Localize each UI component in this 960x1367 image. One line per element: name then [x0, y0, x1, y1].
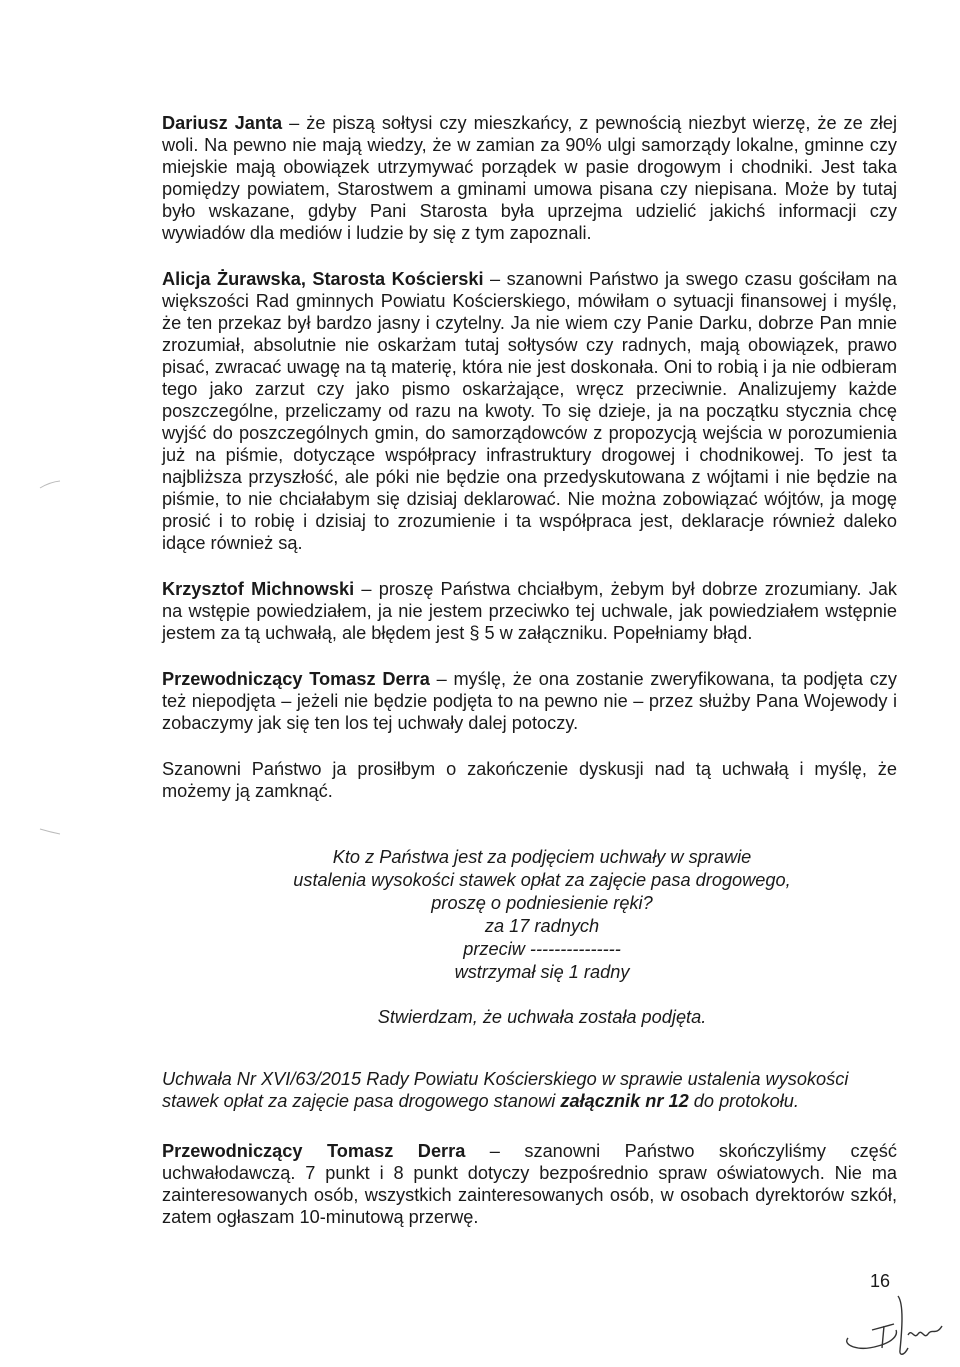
- vote-question-line: Kto z Państwa jest za podjęciem uchwały w sprawie: [332, 847, 752, 867]
- vote-question-line: proszę o podniesienie ręki?: [431, 893, 653, 913]
- paragraph-derra-2: [162, 1140, 897, 1228]
- speaker-name: Krzysztof Michnowski: [162, 579, 355, 599]
- vote-abstain: wstrzymał się 1 radny: [454, 962, 630, 982]
- margin-mark: [38, 826, 62, 836]
- vote-for: za 17 radnych: [484, 916, 600, 936]
- attachment-reference: załącznik nr 12: [560, 1091, 689, 1111]
- vote-result: Stwierdzam, że uchwała została podjęta.: [377, 1007, 707, 1027]
- paragraph-derra-1: [162, 668, 897, 734]
- paragraph-text: – że piszą sołtysi czy mieszkańcy, z pewnością niezbyt wierzę, że ze złej woli. Na pewno nie mają wiedzy, że w zamian za 90% ulgi samorządy lokalne, gminne czy miejskie mają obowiązek utrzymywać porządek w pasie drogowym i chodniki. Jest taka pomiędzy powiatem, Starostwem a gminami umowa pisana czy niepisana. Może by tutaj było wskazane, gdyby Pani Starosta była uprzejma udzielić jakichś informacji czy wywiadów dla mediów i ludzie by się z tym zapoznali.: [162, 113, 898, 243]
- paragraph-janta: [162, 112, 897, 244]
- speaker-name: Alicja Żurawska, Starosta Kościerski: [162, 269, 484, 289]
- page-number: 16: [870, 1271, 891, 1291]
- document-page: [162, 112, 897, 1252]
- paragraph-closing-discussion: [162, 758, 897, 802]
- paragraph-text: – szanowni Państwo skończyliśmy część uchwałodawczą. 7 punkt i 8 punkt dotyczy bezpośrednio spraw oświatowych. Nie ma zainteresowanych osób, wszystkich zainteresowanych osób, w osobach dyrektorów szkół, zatem ogłaszam 10-minutową przerwę.: [162, 1141, 897, 1227]
- vote-question-line: ustalenia wysokości stawek opłat za zajęcie pasa drogowego,: [293, 870, 791, 890]
- speaker-name: Przewodniczący Tomasz Derra: [162, 1141, 466, 1161]
- speaker-name: Dariusz Janta: [162, 113, 283, 133]
- paragraph-text: – szanowni Państwo ja swego czasu gościłam na większości Rad gminnych Powiatu Kościerskiego, mówiłam o sytuacji finansowej i myślę, że ten przekaz był bardzo jasny i czytelny. Ja nie wiem czy Panie Darku, dobrze Pan mnie zrozumiał, absolutnie nie oskarżam tutaj sołtysów czy radnych, mają obowiązek, prawo pisać, zwracać uwagę na tą materię, która nie jest doskonała. Oni to robią i ja nie odbieram tego jako zarzut czy jako pismo oskarżające, wręcz przeciwnie. Analizujemy każde poszczególne, przeliczamy od razu na kwoty. To się dzieje, ja na początku stycznia chcę wyjść do poszczególnych gmin, do samorządowców z propozycją wejścia w porozumienia już na piśmie, dotyczące współpracy infrastruktury drogowej i chodnikowej. To jest ta najbliższa przyszłość, ale póki nie będzie ona przedyskutowana z wójtami i nie będzie na piśmie, to nie chciałabym się dzisiaj deklarować. Nie można zobowiązać wójtów, ja mogę prosić i to robię i dzisiaj to zrozumienie i ta współpraca jest, deklaracje również daleko idące również są.: [162, 269, 898, 553]
- paragraph-michnowski: [162, 578, 897, 644]
- resolution-note: [162, 1068, 897, 1112]
- paragraph-zurawska: [162, 268, 897, 554]
- paragraph-text: – myślę, że ona zostanie zweryfikowana, ta podjęta czy też niepodjęta – jeżeli nie będzie podjęta to na pewno nie – przez służby Pana Wojewody i zobaczymy jak się ten los tej uchwały dalej potoczy.: [162, 669, 897, 733]
- paragraph-text: Szanowni Państwo ja prosiłbym o zakończenie dyskusji nad tą uchwałą i myślę, że możemy ją zamknąć.: [162, 759, 897, 801]
- resolution-text: Uchwała Nr XVI/63/2015 Rady Powiatu Kościerskiego w sprawie ustalenia wysokości stawek opłat za zajęcie pasa drogowego stanowi: [162, 1069, 849, 1111]
- speaker-name: Przewodniczący Tomasz Derra: [162, 669, 430, 689]
- signature-icon: [838, 1290, 958, 1360]
- paragraph-text: – proszę Państwa chciałbym, żebym był dobrze zrozumiany. Jak na wstępie powiedziałem, ja nie jestem przeciwko tej uchwale, jak powiedziałem wstępnie jestem za tą uchwałą, ale błędem jest § 5 w załączniku. Popełniamy błąd.: [162, 579, 898, 643]
- vote-against: przeciw ---------------: [463, 939, 621, 959]
- resolution-text-end: do protokołu.: [688, 1091, 799, 1111]
- margin-mark: [38, 480, 62, 490]
- vote-block: [162, 846, 897, 984]
